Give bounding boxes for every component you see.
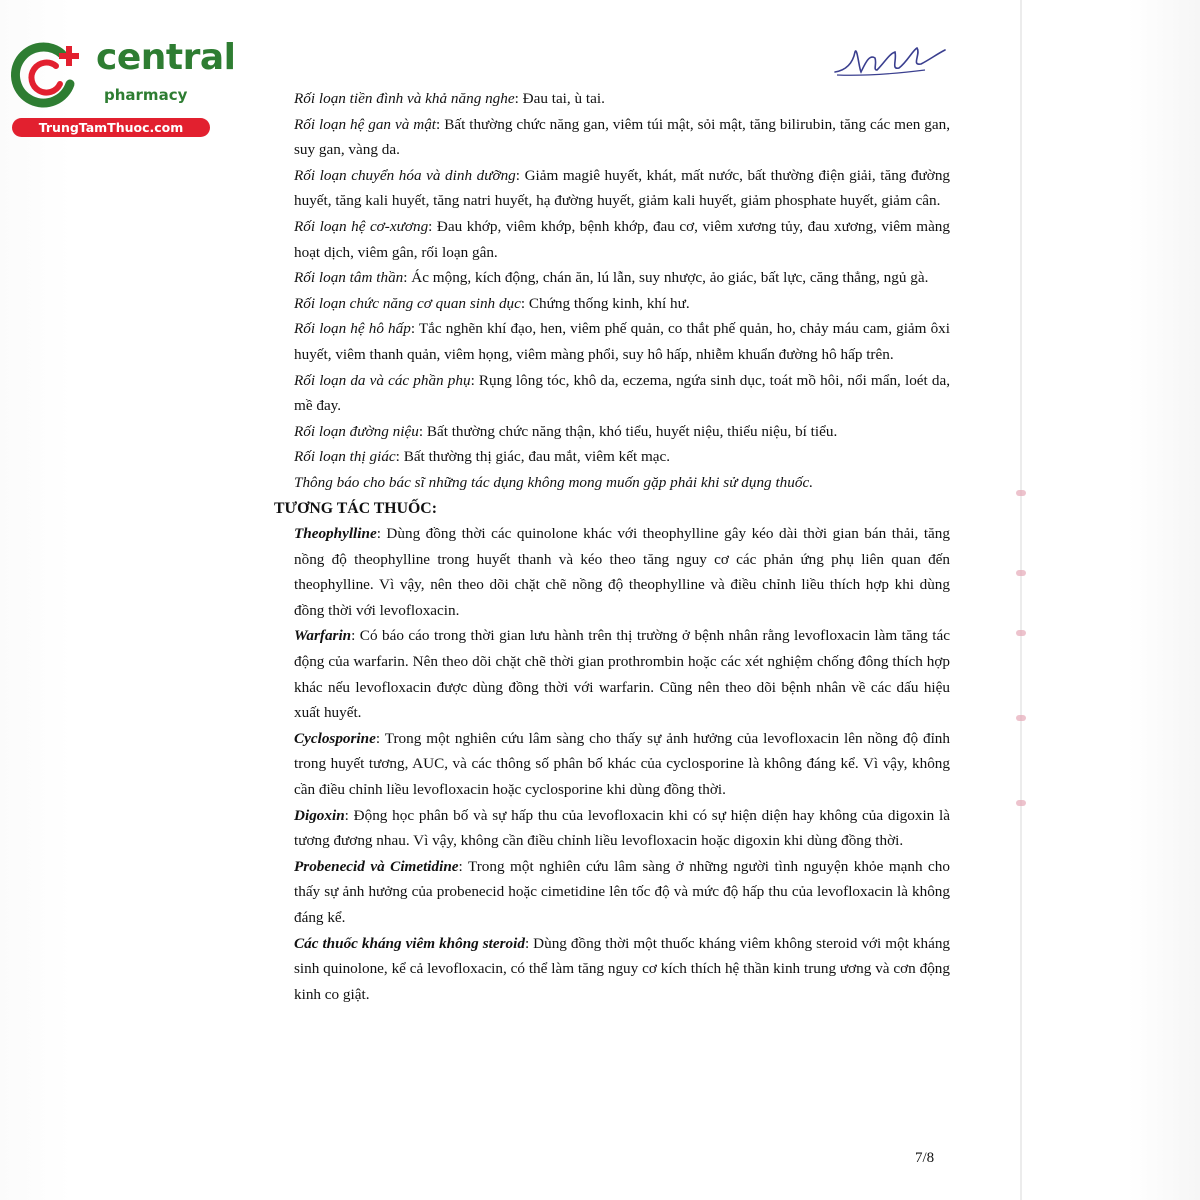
effect-respiratory bbox=[270, 316, 950, 367]
interaction-text: : Có báo cáo trong thời gian lưu hành trên thị trường ở bệnh nhân rằng levofloxacin làm tăng tác động của warfarin. Nên theo dõi chặt chẽ thời gian prothrombin hoặc các xét nghiệm chống đông thích hợp khác nếu levofloxacin được dùng đồng thời với warfarin. Cũng nên theo dõi bệnh nhân về các dấu hiệu xuất huyết. bbox=[294, 627, 950, 722]
stamp-mark bbox=[1016, 570, 1026, 576]
drug-name: Các thuốc kháng viêm không steroid bbox=[294, 934, 525, 952]
effect-text: : Bất thường chức năng thận, khó tiểu, huyết niệu, thiểu niệu, bí tiểu. bbox=[418, 422, 838, 440]
effect-psychiatric bbox=[270, 265, 950, 291]
logo-website: TrungTamThuoc.com bbox=[12, 118, 210, 137]
stamp-mark bbox=[1016, 715, 1026, 721]
effect-label: Rối loạn chuyển hóa và dinh dưỡng bbox=[294, 166, 516, 184]
drug-name: Probenecid và Cimetidine bbox=[294, 857, 459, 875]
notice-text: Thông báo cho bác sĩ những tác dụng không mong muốn gặp phải khi sử dụng thuốc. bbox=[294, 473, 813, 491]
stamp-mark bbox=[1016, 630, 1026, 636]
effect-label: Rối loạn tâm thần bbox=[294, 269, 404, 287]
effect-label: Rối loạn đường niệu bbox=[294, 422, 419, 440]
effect-text: : Đau tai, ù tai. bbox=[514, 90, 605, 107]
effect-label: Rối loạn hệ hô hấp bbox=[294, 320, 411, 338]
effect-skin bbox=[270, 368, 950, 419]
effect-text: : Bất thường thị giác, đau mắt, viêm kết mạc. bbox=[395, 448, 671, 466]
effect-metabolism bbox=[270, 163, 950, 214]
effect-text: : Chứng thống kinh, khí hư. bbox=[520, 294, 690, 312]
effect-text: : Tắc nghẽn khí đạo, hen, viêm phế quản, co thắt phế quản, ho, chảy máu cam, giảm ôxi huyết, viêm thanh quản, viêm họng, viêm màng phổi, suy hô hấp, nhiễm khuẩn đường hô hấp trên. bbox=[294, 320, 950, 363]
effect-urinary bbox=[270, 419, 950, 445]
effect-vestibular bbox=[270, 86, 950, 112]
effect-reproductive bbox=[270, 291, 950, 317]
effect-musculoskeletal bbox=[270, 214, 950, 265]
page-number: 7/8 bbox=[915, 1150, 935, 1166]
effect-text: : Đau khớp, viêm khớp, bệnh khớp, đau cơ, viêm xương tủy, đau xương, viêm màng hoạt dịch, viêm gân, rối loạn gân. bbox=[294, 217, 950, 261]
interaction-text: : Động học phân bố và sự hấp thu của levofloxacin khi có sự hiện diện hay không của digoxin là tương đương nhau. Vì vậy, không cần điều chỉnh liều levofloxacin hoặc digoxin khi dùng đồng thời. bbox=[294, 806, 950, 850]
interaction-cyclosporine bbox=[270, 726, 950, 803]
logo-subtitle: pharmacy bbox=[104, 86, 188, 104]
effect-label: Rối loạn hệ cơ-xương bbox=[294, 217, 429, 235]
stamp-mark bbox=[1016, 800, 1026, 806]
interaction-text: : Trong một nghiên cứu lâm sàng ở những người tình nguyện khỏe mạnh cho thấy sự ảnh hưởng của probenecid hoặc cimetidine lên tốc độ và mức độ hấp thu của levofloxacin là không đáng kể. bbox=[294, 857, 950, 926]
effect-label: Rối loạn tiền đình và khả năng nghe bbox=[294, 90, 515, 107]
effect-label: Rối loạn hệ gan và mật bbox=[294, 115, 437, 133]
interaction-text: : Trong một nghiên cứu lâm sàng cho thấy sự ảnh hưởng của levofloxacin lên nồng độ đỉnh trong huyết tương, AUC, và các thông số phân bố khác của cyclosporine là không đáng kể. Vì vậy, không cần điều chỉnh liều levofloxacin hoặc cyclosporine khi dùng đồng thời. bbox=[294, 729, 950, 799]
handwritten-signature-icon bbox=[833, 40, 948, 85]
effect-vision bbox=[270, 444, 950, 470]
effect-label: Rối loạn thị giác bbox=[294, 448, 396, 466]
stamp-mark bbox=[1016, 490, 1026, 496]
section-heading-interactions: TƯƠNG TÁC THUỐC: bbox=[274, 499, 437, 517]
margin-stamp-marks bbox=[1016, 480, 1030, 840]
doctor-notice bbox=[270, 470, 950, 496]
interaction-text: : Dùng đồng thời các quinolone khác với theophylline gây kéo dài thời gian bán thải, tăng nồng độ theophylline trong huyết thanh và kéo theo tăng nguy cơ các phản ứng phụ liên quan đến theophylline. Vì vậy, nên theo dõi chặt chẽ nồng độ theophylline và điều chỉnh liều thích hợp khi dùng đồng thời với levofloxacin. bbox=[294, 525, 950, 619]
interaction-text: : Dùng đồng thời một thuốc kháng viêm không steroid với một kháng sinh quinolone, kể cả levofloxacin, có thể làm tăng nguy cơ kích thích hệ thần kinh trung ương và cơn động kinh co giật. bbox=[294, 934, 951, 1003]
drug-name: Cyclosporine bbox=[294, 729, 376, 747]
logo-brand-name: central bbox=[96, 37, 236, 78]
interaction-nsaids bbox=[270, 931, 950, 1008]
drug-name: Warfarin bbox=[294, 627, 352, 645]
effect-text: : Ác mộng, kích động, chán ăn, lú lẫn, suy nhược, ảo giác, bất lực, căng thẳng, ngủ gà. bbox=[403, 269, 929, 287]
interaction-probenecid-cimetidine bbox=[270, 854, 950, 931]
effect-liver bbox=[270, 112, 950, 163]
document-body bbox=[270, 86, 950, 1007]
effect-label: Rối loạn chức năng cơ quan sinh dục bbox=[294, 294, 521, 312]
interaction-digoxin bbox=[270, 803, 950, 854]
interaction-theophylline bbox=[270, 521, 950, 623]
central-pharmacy-logo bbox=[10, 37, 236, 138]
drug-name: Digoxin bbox=[294, 806, 345, 824]
interaction-warfarin bbox=[270, 623, 950, 725]
effect-label: Rối loạn da và các phần phụ bbox=[294, 371, 471, 389]
pharmacy-logo-icon bbox=[10, 40, 82, 112]
drug-name: Theophylline bbox=[294, 525, 377, 543]
effect-text: : Giảm magiê huyết, khát, mất nước, bất thường điện giải, tăng đường huyết, tăng kali huyết, tăng natri huyết, hạ đường huyết, giảm kali huyết, giảm phosphate huyết, giảm cân. bbox=[294, 166, 951, 210]
effect-text: : Rụng lông tóc, khô da, eczema, ngứa sinh dục, toát mồ hôi, nổi mẩn, loét da, mề đay. bbox=[294, 371, 950, 415]
effect-text: : Bất thường chức năng gan, viêm túi mật, sỏi mật, tăng bilirubin, tăng các men gan, suy gan, vàng da. bbox=[294, 115, 950, 159]
